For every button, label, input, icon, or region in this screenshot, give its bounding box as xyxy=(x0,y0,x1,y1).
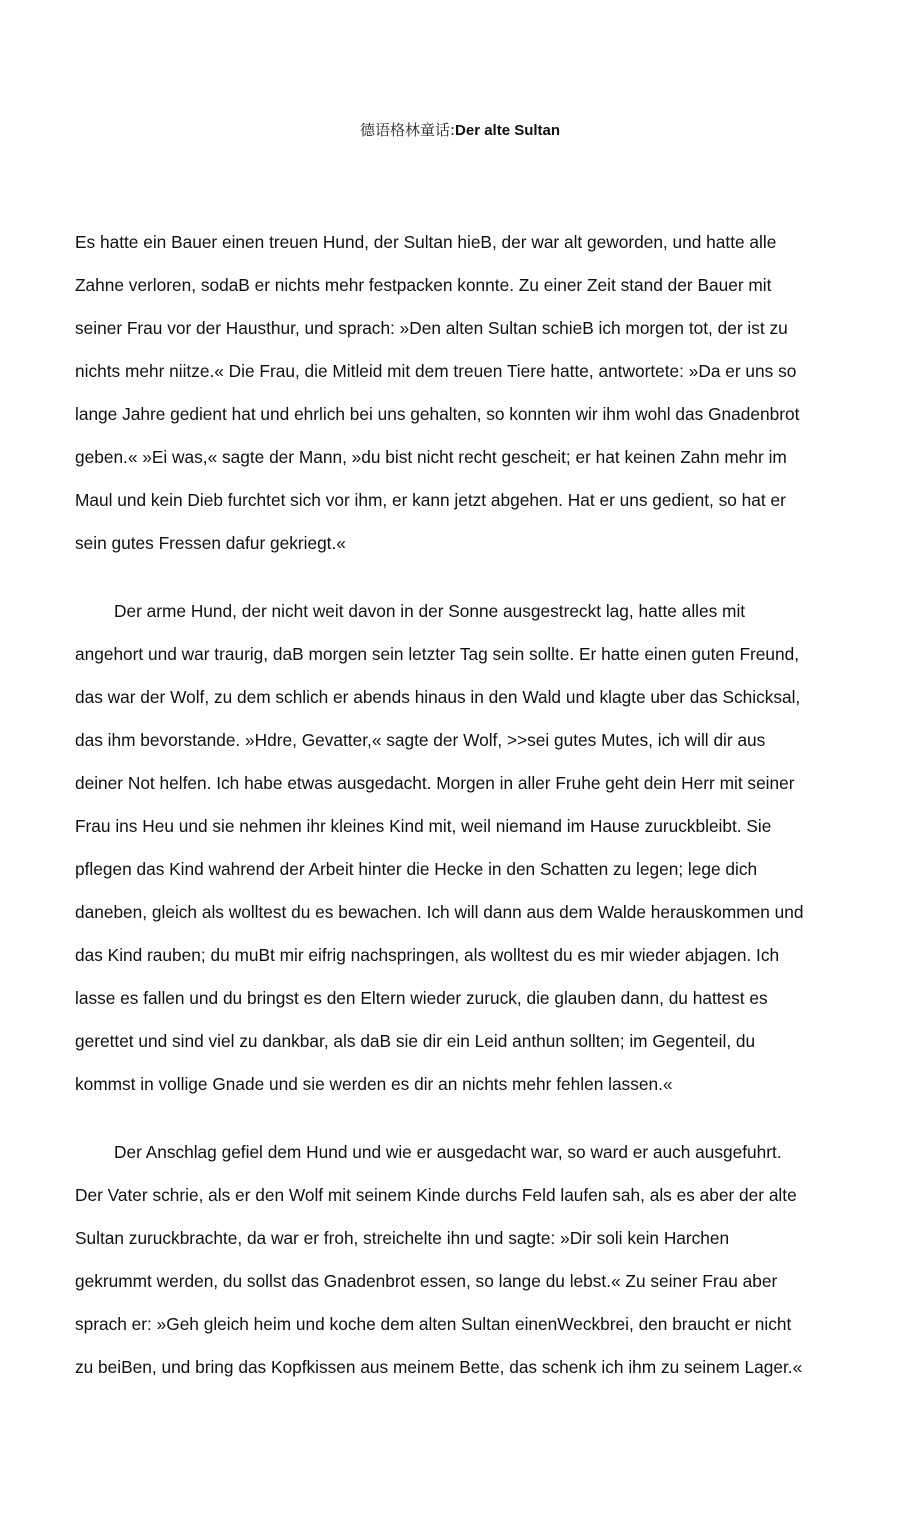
text-line: zu beiBen, und bring das Kopfkissen aus meinem Bette, das schenk ich ihm zu seinem Lager.« xyxy=(75,1357,803,1377)
text-line: das war der Wolf, zu dem schlich er abends hinaus in den Wald und klagte uber das Schicksal, xyxy=(75,687,801,707)
text-line: geben.« »Ei was,« sagte der Mann, »du bist nicht recht gescheit; er hat keinen Zahn mehr im xyxy=(75,447,787,467)
paragraph-1 xyxy=(75,221,845,565)
text-line: Der arme Hund, der nicht weit davon in der Sonne ausgestreckt lag, hatte alles mit xyxy=(114,601,746,621)
text-line: Der Anschlag gefiel dem Hund und wie er ausgedacht war, so ward er auch ausgefuhrt. xyxy=(114,1142,782,1162)
text-line: das ihm bevorstande. »Hdre, Gevatter,« sagte der Wolf, >>sei gutes Mutes, ich will dir aus xyxy=(75,730,766,750)
text-line: kommst in vollige Gnade und sie werden es dir an nichts mehr fehlen lassen.« xyxy=(75,1074,673,1094)
page-title xyxy=(0,119,920,142)
title-main: Der alte Sultan xyxy=(455,122,561,139)
text-line: Der Vater schrie, als er den Wolf mit seinem Kinde durchs Feld laufen sah, als es aber der alte xyxy=(75,1185,797,1205)
text-line: gerettet und sind viel zu dankbar, als daB sie dir ein Leid anthun sollten; im Gegenteil, du xyxy=(75,1031,756,1051)
text-line: Es hatte ein Bauer einen treuen Hund, der Sultan hieB, der war alt geworden, und hatte alle xyxy=(75,232,777,252)
text-line: pflegen das Kind wahrend der Arbeit hinter die Hecke in den Schatten zu legen; lege dich xyxy=(75,859,758,879)
text-line: seiner Frau vor der Hausthur, und sprach: »Den alten Sultan schieB ich morgen tot, der ist zu xyxy=(75,318,788,338)
text-line: lasse es fallen und du bringst es den Eltern wieder zuruck, die glauben dann, du hattest es xyxy=(75,988,768,1008)
text-line: nichts mehr niitze.« Die Frau, die Mitleid mit dem treuen Tiere hatte, antwortete: »Da er uns so xyxy=(75,361,797,381)
text-line: sein gutes Fressen dafur gekriegt.« xyxy=(75,533,346,553)
text-line: Frau ins Heu und sie nehmen ihr kleines Kind mit, weil niemand im Hause zuruckbleibt. Sie xyxy=(75,816,772,836)
text-line: Sultan zuruckbrachte, da war er froh, streichelte ihn und sagte: »Dir soli kein Harchen xyxy=(75,1228,730,1248)
text-line: das Kind rauben; du muBt mir eifrig nachspringen, als wolltest du es mir wieder abjagen. Ich xyxy=(75,945,780,965)
paragraph-2 xyxy=(75,590,845,1106)
text-line: Zahne verloren, sodaB er nichts mehr festpacken konnte. Zu einer Zeit stand der Bauer mit xyxy=(75,275,772,295)
text-line: gekrummt werden, du sollst das Gnadenbrot essen, so lange du lebst.« Zu seiner Frau aber xyxy=(75,1271,778,1291)
text-line: lange Jahre gedient hat und ehrlich bei uns gehalten, so konnten wir ihm wohl das Gnadenbrot xyxy=(75,404,800,424)
text-line: deiner Not helfen. Ich habe etwas ausgedacht. Morgen in aller Fruhe geht dein Herr mit seiner xyxy=(75,773,795,793)
title-prefix: 德语格林童话: xyxy=(359,121,456,139)
text-line: Maul und kein Dieb furchtet sich vor ihm, er kann jetzt abgehen. Hat er uns gedient, so hat er xyxy=(75,490,786,510)
text-line: angehort und war traurig, daB morgen sein letzter Tag sein sollte. Er hatte einen guten Freund, xyxy=(75,644,800,664)
paragraph-3 xyxy=(75,1131,845,1389)
text-line: daneben, gleich als wolltest du es bewachen. Ich will dann aus dem Walde herauskommen und xyxy=(75,902,804,922)
text-line: sprach er: »Geh gleich heim und koche dem alten Sultan einenWeckbrei, den braucht er nicht xyxy=(75,1314,792,1334)
